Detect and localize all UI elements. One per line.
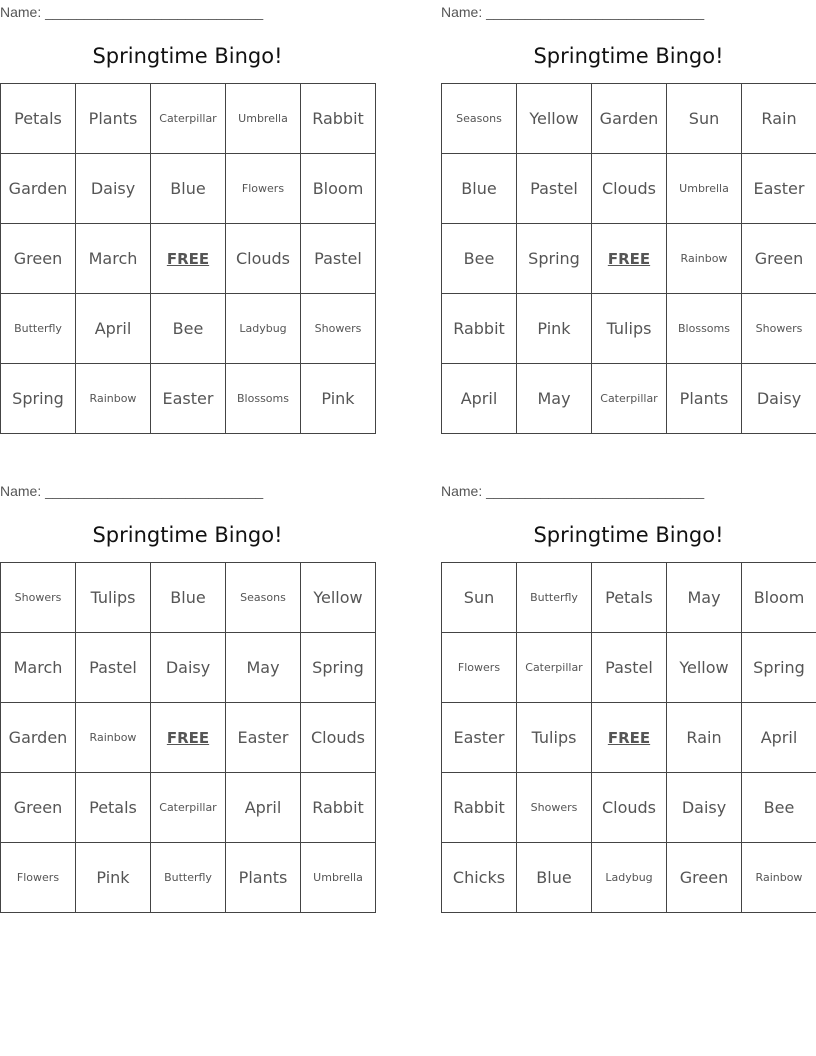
bingo-cell: Blue (151, 154, 226, 224)
bingo-cell: Bloom (742, 563, 816, 633)
bingo-cell: Blue (442, 154, 517, 224)
bingo-cell: May (517, 364, 592, 434)
name-field-label: Name: ____________________________ (441, 4, 705, 20)
bingo-cell: Rabbit (442, 294, 517, 364)
bingo-grid (441, 83, 816, 434)
bingo-cell: Petals (1, 84, 76, 154)
bingo-cell: Chicks (442, 843, 517, 913)
bingo-cell: Bee (442, 224, 517, 294)
bingo-cell: Rainbow (76, 364, 151, 434)
bingo-cell: Easter (442, 703, 517, 773)
bingo-cell: Showers (301, 294, 376, 364)
bingo-cell: Easter (151, 364, 226, 434)
bingo-cell: Rainbow (76, 703, 151, 773)
bingo-cell: Caterpillar (592, 364, 667, 434)
bingo-cell: Easter (742, 154, 816, 224)
bingo-cell: Flowers (226, 154, 301, 224)
bingo-cell: Pink (76, 843, 151, 913)
bingo-cell: Blue (151, 563, 226, 633)
bingo-cell: Petals (76, 773, 151, 843)
bingo-cell: Pink (517, 294, 592, 364)
bingo-cell: Plants (667, 364, 742, 434)
bingo-cell: Showers (517, 773, 592, 843)
bingo-cell: April (442, 364, 517, 434)
bingo-cell: Clouds (592, 154, 667, 224)
bingo-cell: Butterfly (151, 843, 226, 913)
bingo-cell: Bee (151, 294, 226, 364)
bingo-cell: Plants (226, 843, 301, 913)
bingo-cell: Tulips (592, 294, 667, 364)
bingo-cell: Rain (667, 703, 742, 773)
free-space: FREE (151, 224, 226, 294)
bingo-cell: Green (1, 773, 76, 843)
bingo-cell: Easter (226, 703, 301, 773)
bingo-cell: March (1, 633, 76, 703)
bingo-cell: Seasons (442, 84, 517, 154)
bingo-cell: Seasons (226, 563, 301, 633)
bingo-cell: Clouds (226, 224, 301, 294)
bingo-cell: Bloom (301, 154, 376, 224)
card-title: Springtime Bingo! (92, 523, 283, 547)
bingo-cell: April (76, 294, 151, 364)
bingo-cell: Flowers (1, 843, 76, 913)
bingo-cell: Rainbow (742, 843, 816, 913)
bingo-cell: Caterpillar (517, 633, 592, 703)
bingo-cell: Daisy (76, 154, 151, 224)
bingo-cell: Spring (742, 633, 816, 703)
bingo-cell: Rabbit (301, 773, 376, 843)
bingo-cell: Spring (301, 633, 376, 703)
bingo-cell: Plants (76, 84, 151, 154)
free-space: FREE (151, 703, 226, 773)
bingo-cell: Daisy (742, 364, 816, 434)
free-space: FREE (592, 224, 667, 294)
bingo-cell: Sun (442, 563, 517, 633)
bingo-cell: Umbrella (226, 84, 301, 154)
bingo-cell: Daisy (667, 773, 742, 843)
bingo-cell: Green (1, 224, 76, 294)
bingo-cell: Garden (1, 703, 76, 773)
bingo-cell: Daisy (151, 633, 226, 703)
bingo-cell: Pastel (517, 154, 592, 224)
bingo-cell: Showers (1, 563, 76, 633)
bingo-cell: Tulips (517, 703, 592, 773)
bingo-cell: Petals (592, 563, 667, 633)
bingo-cell: Rain (742, 84, 816, 154)
bingo-cell: May (667, 563, 742, 633)
bingo-cell: Clouds (592, 773, 667, 843)
bingo-grid (441, 562, 816, 913)
bingo-cell: Blue (517, 843, 592, 913)
bingo-cell: Garden (592, 84, 667, 154)
bingo-cell: Clouds (301, 703, 376, 773)
bingo-cell: Spring (1, 364, 76, 434)
bingo-cell: Rabbit (442, 773, 517, 843)
bingo-cell: Green (667, 843, 742, 913)
bingo-cell: Blossoms (667, 294, 742, 364)
card-title: Springtime Bingo! (533, 523, 724, 547)
bingo-cell: Bee (742, 773, 816, 843)
bingo-grid (0, 562, 376, 913)
bingo-cell: April (226, 773, 301, 843)
bingo-cell: Yellow (667, 633, 742, 703)
free-space: FREE (592, 703, 667, 773)
bingo-cell: Caterpillar (151, 84, 226, 154)
bingo-cell: Umbrella (301, 843, 376, 913)
bingo-cell: Blossoms (226, 364, 301, 434)
bingo-cell: Pastel (301, 224, 376, 294)
bingo-cell: April (742, 703, 816, 773)
bingo-cell: Flowers (442, 633, 517, 703)
bingo-cell: May (226, 633, 301, 703)
bingo-cell: Rainbow (667, 224, 742, 294)
bingo-cell: Yellow (301, 563, 376, 633)
bingo-cell: Umbrella (667, 154, 742, 224)
bingo-cell: Butterfly (1, 294, 76, 364)
card-title: Springtime Bingo! (92, 44, 283, 68)
bingo-cell: Caterpillar (151, 773, 226, 843)
bingo-cell: Ladybug (592, 843, 667, 913)
bingo-cell: Showers (742, 294, 816, 364)
bingo-cell: Rabbit (301, 84, 376, 154)
card-title: Springtime Bingo! (533, 44, 724, 68)
bingo-cell: Sun (667, 84, 742, 154)
bingo-cell: Pastel (76, 633, 151, 703)
bingo-cell: Spring (517, 224, 592, 294)
name-field-label: Name: ____________________________ (441, 483, 705, 499)
name-field-label: Name: ____________________________ (0, 483, 264, 499)
bingo-cell: Green (742, 224, 816, 294)
bingo-cell: Yellow (517, 84, 592, 154)
bingo-cell: Butterfly (517, 563, 592, 633)
bingo-cell: Pastel (592, 633, 667, 703)
bingo-cell: March (76, 224, 151, 294)
bingo-cell: Pink (301, 364, 376, 434)
bingo-cell: Tulips (76, 563, 151, 633)
bingo-cell: Garden (1, 154, 76, 224)
bingo-grid (0, 83, 376, 434)
name-field-label: Name: ____________________________ (0, 4, 264, 20)
bingo-cell: Ladybug (226, 294, 301, 364)
